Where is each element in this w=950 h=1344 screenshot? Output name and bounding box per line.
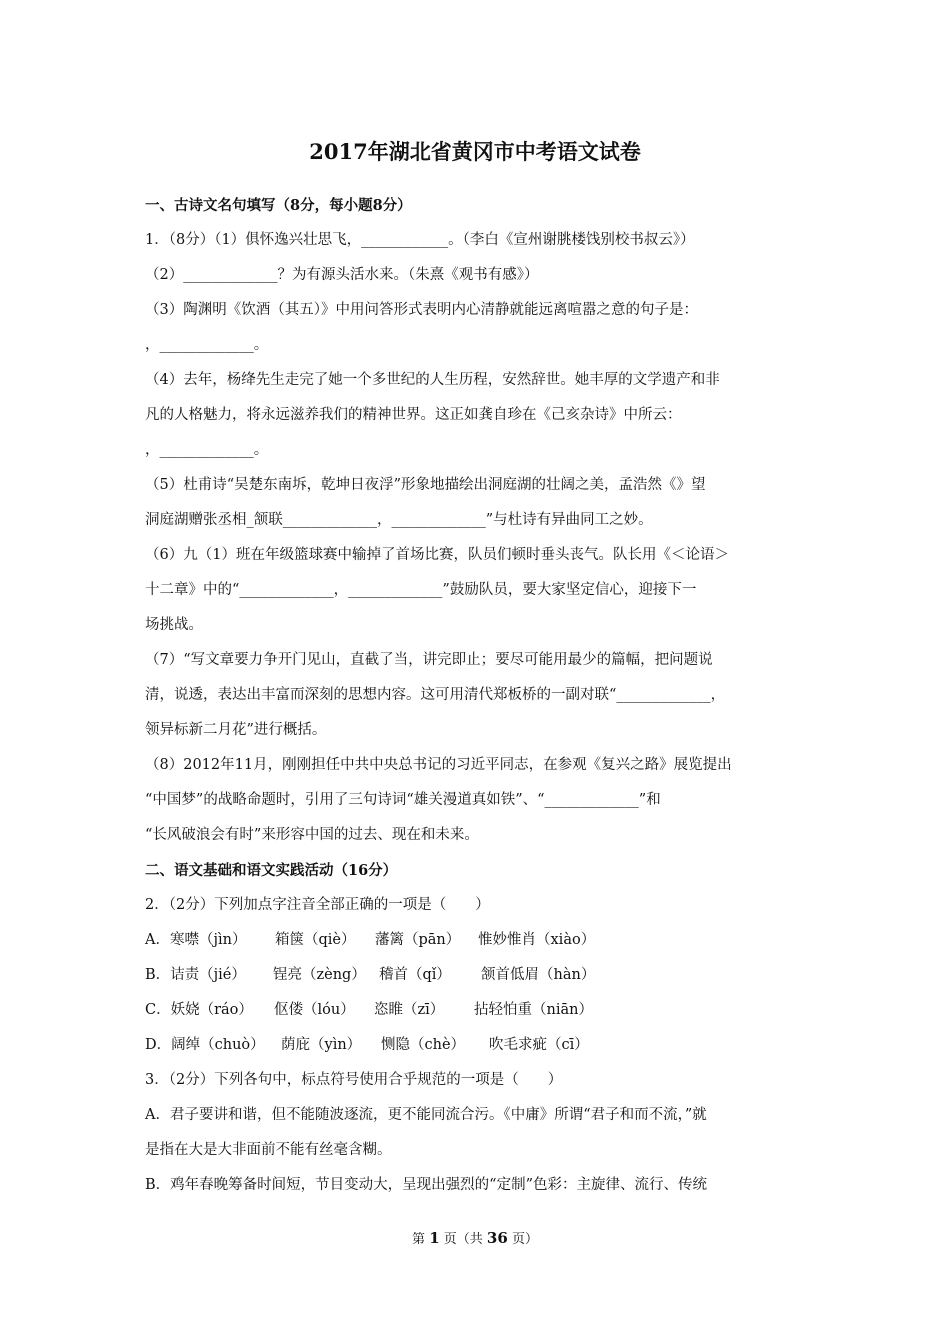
q2-option-a: A．寒噤（jìn） 箱箧（qiè） 藩篱（pān） 惟妙惟肖（xiào） <box>145 932 596 948</box>
section1-line: 1．（8分）（1）俱怀逸兴壮思飞，____________。（李白《宣州谢朓楼饯别校书叔云》） <box>145 232 695 248</box>
section1-line: “中国梦”的战略命题时，引用了三句诗词“雄关漫道真如铁”、“_____________”和 <box>145 792 661 808</box>
section1-line: （7）“写文章要力争开门见山，直截了当，讲完即止；要尽可能用最少的篇幅，把问题说 <box>145 652 713 668</box>
section1-line: 领异标新二月花”进行概括。 <box>145 722 327 738</box>
section1-line: “长风破浪会有时”来形容中国的过去、现在和未来。 <box>145 827 479 843</box>
section2-heading: 二、语文基础和语文实践活动（16分） <box>145 862 398 879</box>
page-footer: 第 1 页（共 36 页） <box>412 1229 538 1247</box>
q3-option-line: B．鸡年春晚筹备时间短，节目变动大，呈现出强烈的“定制”色彩：主旋律、流行、传统 <box>145 1177 707 1193</box>
section1-line: 十二章》中的“_____________，_____________”鼓励队员，要大家坚定信心，迎接下一 <box>145 582 697 598</box>
question-2-stem: 2．（2分）下列加点字注音全部正确的一项是（ ） <box>145 897 490 913</box>
page-content <box>145 188 815 1203</box>
q2-option-c: C．妖娆（ráo） 伛偻（lóu） 恣睢（zī） 拈轻怕重（niān） <box>145 1002 593 1018</box>
section1-line: （5）杜甫诗“吴楚东南坼，乾坤日夜浮”形象地描绘出洞庭湖的壮阔之美，孟浩然《》望 <box>145 477 706 493</box>
q3-option-line: 是指在大是大非面前不能有丝毫含糊。 <box>145 1142 392 1158</box>
section1-line: （2）_____________？为有源头活水来。（朱熹《观书有感》） <box>145 267 539 283</box>
section1-line: （8）2012年11月，刚刚担任中共中央总书记的习近平同志，在参观《复兴之路》展览提出 <box>145 757 732 773</box>
page-number: 1 <box>429 1229 440 1247</box>
section1-line: （3）陶渊明《饮酒（其五）》中用问答形式表明内心清静就能远离喧嚣之意的句子是： <box>145 302 698 318</box>
section1-line: 洞庭湖赠张丞相_颔联_____________，_____________”与杜诗有异曲同工之妙。 <box>145 512 653 528</box>
section1-line: ，_____________。 <box>145 337 269 353</box>
section1-heading: 一、古诗文名句填写（8分，每小题8分） <box>145 197 412 214</box>
section1-line: （4）去年，杨绛先生走完了她一个多世纪的人生历程，安然辞世。她丰厚的文学遗产和非 <box>145 372 720 388</box>
section1-line: （6）九（1）班在年级篮球赛中输掉了首场比赛，队员们顿时垂头丧气。队长用《＜论语＞ <box>145 547 729 563</box>
question-3-stem: 3．（2分）下列各句中，标点符号使用合乎规范的一项是（ ） <box>145 1072 563 1088</box>
section1-line: ，_____________。 <box>145 442 269 458</box>
page-title: 2017年湖北省黄冈市中考语文试卷 <box>309 139 641 164</box>
section1-line: 清，说透，表达出丰富而深刻的思想内容。这可用清代郑板桥的一副对联“_____________， <box>145 687 726 703</box>
q3-option-line: A．君子要讲和谐，但不能随波逐流，更不能同流合污。《中庸》所谓“君子和而不流，”就 <box>145 1107 707 1123</box>
q2-option-d: D．阔绰（chuò） 荫庇（yìn） 恻隐（chè） 吹毛求疵（cī） <box>145 1037 589 1053</box>
total-pages: 36 <box>486 1229 508 1247</box>
section1-line: 凡的人格魅力，将永远滋养我们的精神世界。这正如龚自珍在《己亥杂诗》中所云： <box>145 407 682 423</box>
q2-option-b: B．诘责（jié） 锃亮（zèng） 稽首（qǐ） 颔首低眉（hàn） <box>145 967 596 983</box>
section1-line: 场挑战。 <box>145 617 203 633</box>
